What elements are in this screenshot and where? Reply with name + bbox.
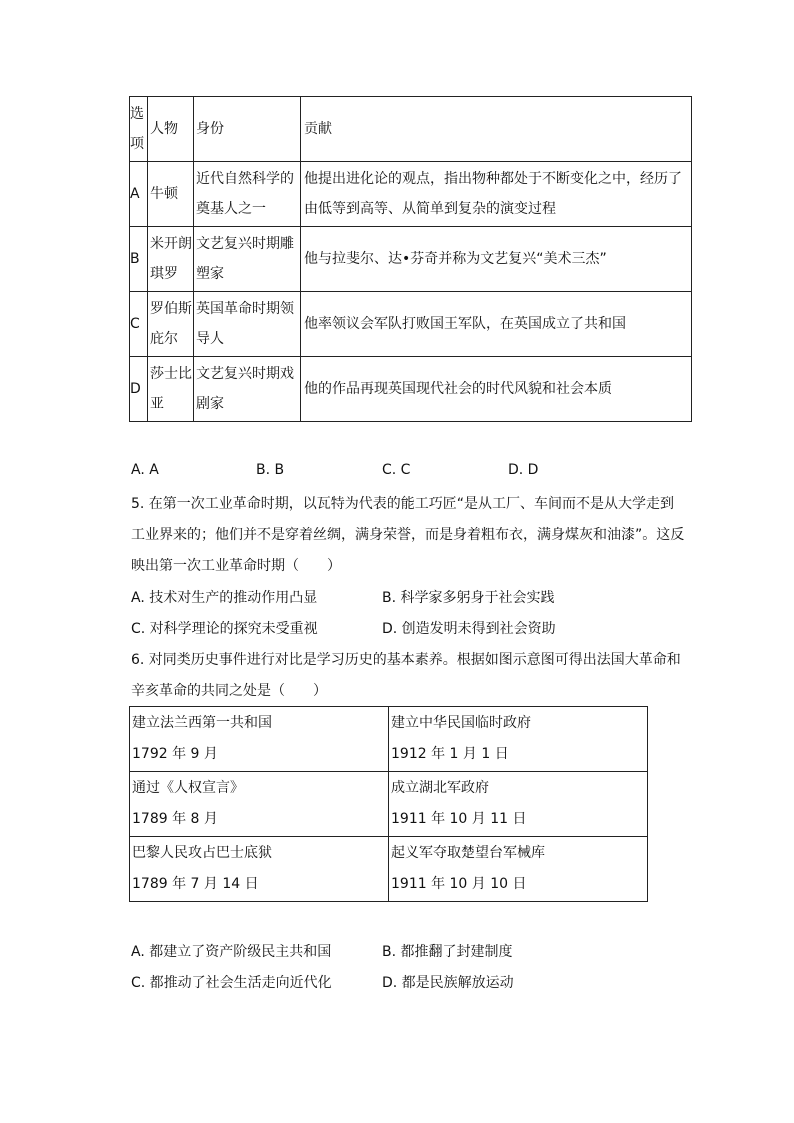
cell-option: C xyxy=(130,292,148,357)
table-row xyxy=(130,162,692,227)
table-row xyxy=(130,837,648,902)
q6-option-c[interactable]: C. 都推动了社会生活走向近代化 xyxy=(131,975,332,991)
cell-person: 牛顿 xyxy=(148,162,194,227)
table-row xyxy=(130,292,692,357)
table-row xyxy=(130,772,648,837)
cell-identity: 文艺复兴时期雕塑家 xyxy=(194,227,301,292)
cell-person: 莎士比亚 xyxy=(148,357,194,422)
event-date: 1911 年 10 月 11 日 xyxy=(391,811,527,827)
q4-option-c[interactable]: C. C xyxy=(382,462,411,478)
header-option: 选项 xyxy=(130,97,148,162)
q5-stem-line1: 5. 在第一次工业革命时期，以瓦特为代表的能工巧匠“是从工厂、车间而不是从大学走到 xyxy=(131,496,675,512)
q6-stem-line1: 6. 对同类历史事件进行对比是学习历史的基本素养。根据如图示意图可得出法国大革命和 xyxy=(131,652,681,668)
event-name: 建立中华民国临时政府 xyxy=(391,715,531,731)
french-revolution-cell xyxy=(130,707,389,772)
event-name: 起义军夺取楚望台军械库 xyxy=(391,845,545,861)
xinhai-revolution-cell xyxy=(389,837,648,902)
xinhai-revolution-cell xyxy=(389,772,648,837)
header-contribution: 贡献 xyxy=(301,97,692,162)
cell-contribution: 他的作品再现英国现代社会的时代风貌和社会本质 xyxy=(301,357,692,422)
q5-stem-line2: 工业界来的；他们并不是穿着丝绸，满身荣誉，而是身着粗布衣，满身煤灰和油漆”。这反 xyxy=(131,527,685,543)
cell-contribution: 他提出进化论的观点，指出物种都处于不断变化之中，经历了由低等到高等、从简单到复杂的演变过程 xyxy=(301,162,692,227)
q5-option-c[interactable]: C. 对科学理论的探究未受重视 xyxy=(131,621,318,637)
table-row xyxy=(130,357,692,422)
cell-person: 罗伯斯庇尔 xyxy=(148,292,194,357)
cell-contribution: 他与拉斐尔、达•芬奇并称为文艺复兴“美术三杰” xyxy=(301,227,692,292)
q5-option-d[interactable]: D. 创造发明未得到社会资助 xyxy=(382,621,556,637)
event-date: 1792 年 9 月 xyxy=(132,746,218,762)
event-date: 1789 年 8 月 xyxy=(132,811,218,827)
comparison-table xyxy=(129,96,692,422)
table-row xyxy=(130,707,648,772)
q4-option-a[interactable]: A. A xyxy=(131,462,159,478)
cell-option: D xyxy=(130,357,148,422)
cell-identity: 英国革命时期领导人 xyxy=(194,292,301,357)
event-name: 巴黎人民攻占巴士底狱 xyxy=(132,845,272,861)
header-person: 人物 xyxy=(148,97,194,162)
event-name: 建立法兰西第一共和国 xyxy=(132,715,272,731)
cell-option: B xyxy=(130,227,148,292)
table-header-row xyxy=(130,97,692,162)
event-name: 通过《人权宣言》 xyxy=(132,780,244,796)
q4-option-b[interactable]: B. B xyxy=(256,462,285,478)
cell-contribution: 他率领议会军队打败国王军队，在英国成立了共和国 xyxy=(301,292,692,357)
event-date: 1912 年 1 月 1 日 xyxy=(391,746,509,762)
cell-identity: 近代自然科学的奠基人之一 xyxy=(194,162,301,227)
event-name: 成立湖北军政府 xyxy=(391,780,489,796)
q5-stem-line3: 映出第一次工业革命时期（ ） xyxy=(131,558,341,574)
q5-option-b[interactable]: B. 科学家多躬身于社会实践 xyxy=(382,590,555,606)
cell-option: A xyxy=(130,162,148,227)
table-row xyxy=(130,227,692,292)
cell-identity: 文艺复兴时期戏剧家 xyxy=(194,357,301,422)
q4-option-d[interactable]: D. D xyxy=(508,462,539,478)
q6-stem-line2: 辛亥革命的共同之处是（ ） xyxy=(131,683,327,699)
q6-option-b[interactable]: B. 都推翻了封建制度 xyxy=(382,944,513,960)
french-revolution-cell xyxy=(130,772,389,837)
cell-person: 米开朗琪罗 xyxy=(148,227,194,292)
event-date: 1789 年 7 月 14 日 xyxy=(132,876,259,892)
q6-option-a[interactable]: A. 都建立了资产阶级民主共和国 xyxy=(131,944,332,960)
xinhai-revolution-cell xyxy=(389,707,648,772)
event-date: 1911 年 10 月 10 日 xyxy=(391,876,527,892)
header-identity: 身份 xyxy=(194,97,301,162)
q5-option-a[interactable]: A. 技术对生产的推动作用凸显 xyxy=(131,590,318,606)
revolution-comparison-table xyxy=(129,706,648,902)
q6-option-d[interactable]: D. 都是民族解放运动 xyxy=(382,975,514,991)
french-revolution-cell xyxy=(130,837,389,902)
